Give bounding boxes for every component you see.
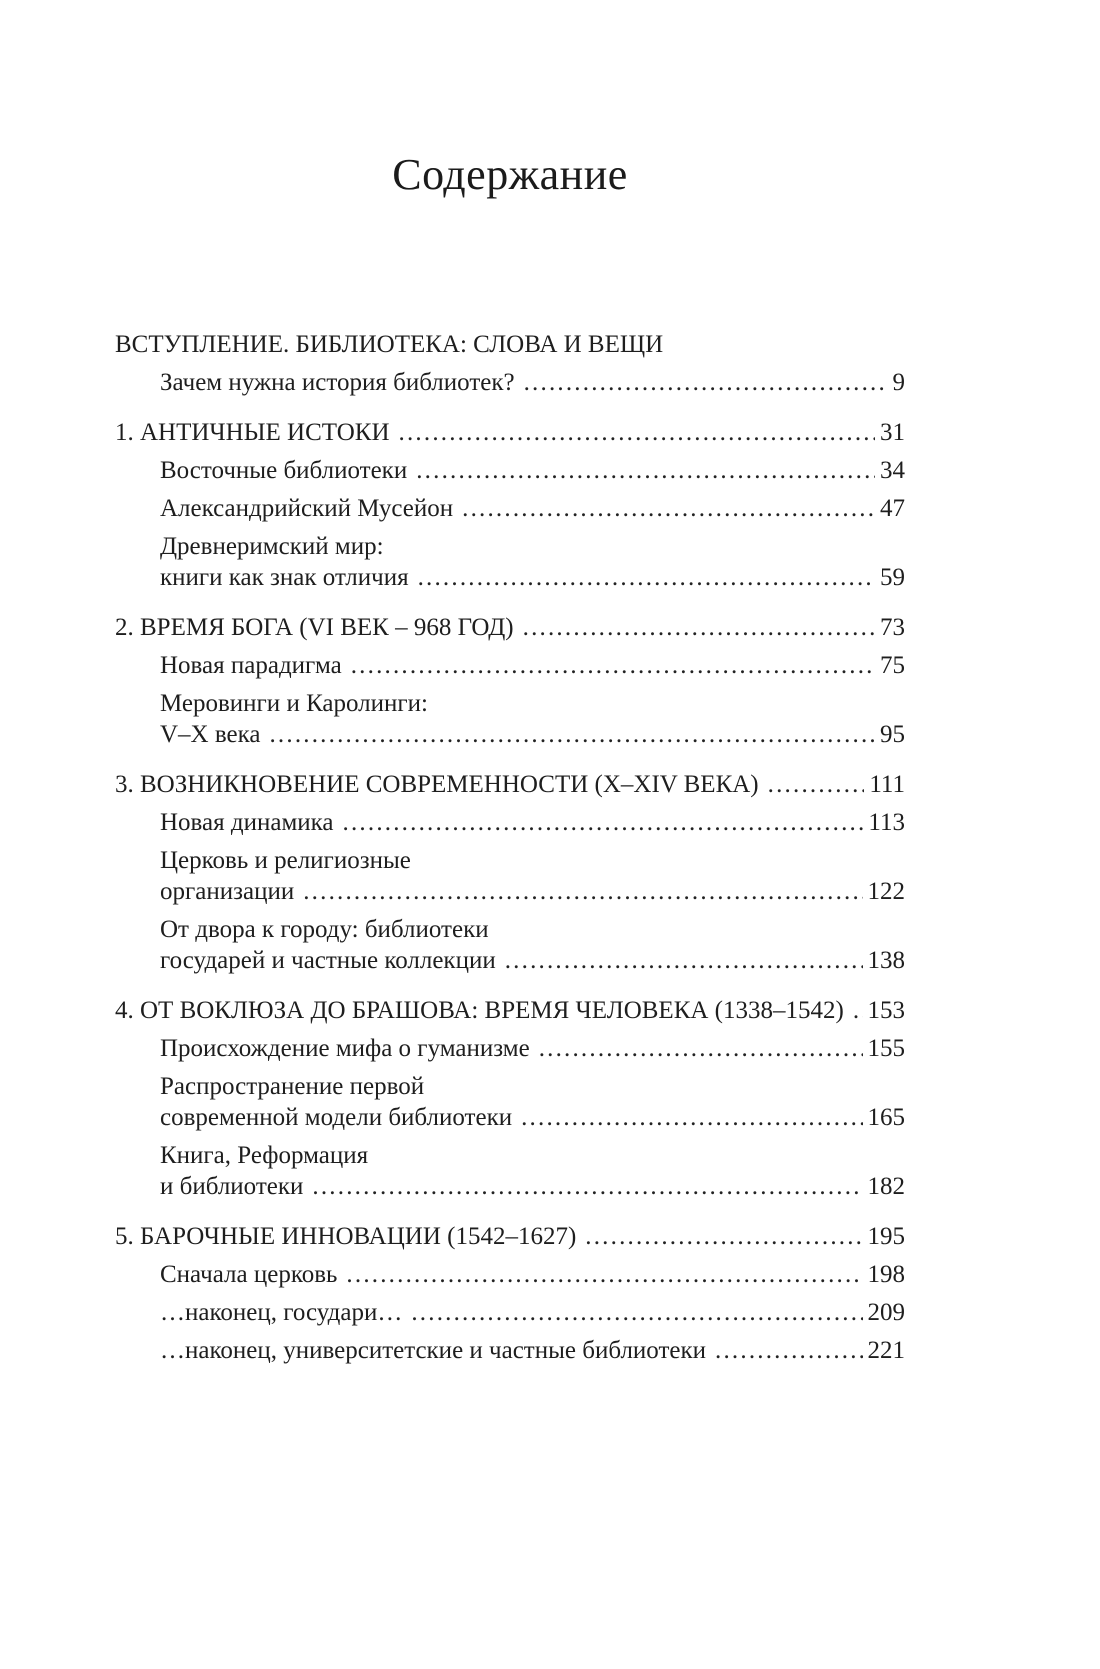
page-title: Содержание bbox=[392, 150, 628, 199]
dot-leader bbox=[539, 1033, 863, 1064]
toc-entry-line bbox=[160, 945, 905, 976]
page-number: 155 bbox=[867, 1034, 905, 1062]
toc-entry bbox=[115, 1140, 905, 1202]
dot-leader bbox=[524, 367, 888, 398]
dot-leader bbox=[768, 769, 865, 800]
toc-entry-line bbox=[115, 612, 905, 643]
toc-entry-line bbox=[160, 650, 905, 681]
toc-entry-label: От двора к городу: библиотеки bbox=[160, 915, 489, 943]
toc-entry-line bbox=[160, 1297, 905, 1328]
dot-leader bbox=[416, 455, 875, 486]
toc-group bbox=[115, 1221, 905, 1366]
dot-leader bbox=[585, 1221, 862, 1252]
page-number: 209 bbox=[867, 1298, 905, 1326]
page-number: 138 bbox=[867, 946, 905, 974]
dot-leader bbox=[399, 417, 875, 448]
toc-entry-line bbox=[115, 329, 905, 360]
toc-entry-label: Церковь и религиозные bbox=[160, 846, 411, 874]
toc-entry bbox=[115, 1297, 905, 1328]
toc-entry bbox=[115, 914, 905, 976]
dot-leader bbox=[351, 650, 875, 681]
toc-entry-line bbox=[115, 769, 905, 800]
toc-entry-label: Древнеримский мир: bbox=[160, 532, 384, 560]
dot-leader bbox=[521, 1102, 862, 1133]
dot-leader bbox=[411, 1297, 862, 1328]
toc-entry-line bbox=[160, 688, 905, 719]
dot-leader bbox=[269, 719, 875, 750]
toc bbox=[115, 329, 905, 1366]
page-number: 198 bbox=[867, 1260, 905, 1288]
toc-entry-label: …наконец, университетские и частные библиотеки bbox=[160, 1336, 707, 1364]
toc-entry-label: ВСТУПЛЕНИЕ. БИБЛИОТЕКА: СЛОВА И ВЕЩИ bbox=[115, 330, 664, 358]
toc-entry bbox=[115, 769, 905, 800]
toc-entry-line bbox=[160, 531, 905, 562]
page-number: 122 bbox=[867, 877, 905, 905]
toc-entry-line bbox=[160, 845, 905, 876]
toc-entry bbox=[115, 493, 905, 524]
toc-entry-label: организации bbox=[160, 877, 295, 905]
toc-entry-line bbox=[160, 367, 905, 398]
toc-group bbox=[115, 769, 905, 976]
toc-entry bbox=[115, 1033, 905, 1064]
toc-entry bbox=[115, 650, 905, 681]
toc-entry bbox=[115, 367, 905, 398]
page-number: 221 bbox=[867, 1336, 905, 1364]
toc-entry-line bbox=[160, 455, 905, 486]
toc-entry bbox=[115, 417, 905, 448]
toc-entry-line bbox=[160, 1171, 905, 1202]
page-number: 9 bbox=[892, 368, 905, 396]
dot-leader bbox=[853, 995, 863, 1026]
toc-entry bbox=[115, 1071, 905, 1133]
toc-entry-line bbox=[160, 914, 905, 945]
dot-leader bbox=[343, 807, 864, 838]
page-number: 111 bbox=[869, 770, 905, 798]
dot-leader bbox=[715, 1335, 862, 1366]
page-number: 34 bbox=[880, 456, 905, 484]
toc-entry-label: 3. ВОЗНИКНОВЕНИЕ СОВРЕМЕННОСТИ (X–XIV ВЕКА) bbox=[115, 770, 759, 798]
toc-entry-line bbox=[160, 876, 905, 907]
toc-entry-line bbox=[160, 719, 905, 750]
toc-entry bbox=[115, 807, 905, 838]
toc-entry-line bbox=[160, 807, 905, 838]
toc-entry bbox=[115, 1221, 905, 1252]
toc-group bbox=[115, 995, 905, 1202]
toc-entry bbox=[115, 531, 905, 593]
toc-entry-line bbox=[160, 1033, 905, 1064]
toc-entry-label: Происхождение мифа о гуманизме bbox=[160, 1034, 530, 1062]
toc-entry-label: книги как знак отличия bbox=[160, 563, 409, 591]
page-number: 59 bbox=[880, 563, 905, 591]
page-number: 113 bbox=[868, 808, 905, 836]
toc-entry-label: Книга, Реформация bbox=[160, 1141, 369, 1169]
page-number: 95 bbox=[880, 720, 905, 748]
toc-entry-label: и библиотеки bbox=[160, 1172, 304, 1200]
toc-entry bbox=[115, 1335, 905, 1366]
toc-entry-label: Новая парадигма bbox=[160, 651, 342, 679]
toc-entry bbox=[115, 995, 905, 1026]
page-number: 153 bbox=[867, 996, 905, 1024]
toc-group bbox=[115, 612, 905, 750]
dot-leader bbox=[312, 1171, 862, 1202]
dot-leader bbox=[505, 945, 863, 976]
toc-entry-label: 5. БАРОЧНЫЕ ИННОВАЦИИ (1542–1627) bbox=[115, 1222, 577, 1250]
toc-entry bbox=[115, 455, 905, 486]
toc-entry bbox=[115, 329, 905, 360]
page-number: 47 bbox=[880, 494, 905, 522]
page-number: 31 bbox=[880, 418, 905, 446]
page-number: 75 bbox=[880, 651, 905, 679]
toc-entry-line bbox=[160, 1140, 905, 1171]
toc-entry-label: Сначала церковь bbox=[160, 1260, 338, 1288]
toc-entry-label: современной модели библиотеки bbox=[160, 1103, 513, 1131]
toc-entry-label: Новая динамика bbox=[160, 808, 334, 836]
page-number: 73 bbox=[880, 613, 905, 641]
dot-leader bbox=[346, 1259, 862, 1290]
dot-leader bbox=[303, 876, 862, 907]
dot-leader bbox=[523, 612, 875, 643]
toc-entry bbox=[115, 1259, 905, 1290]
toc-entry-label: Зачем нужна история библиотек? bbox=[160, 368, 515, 396]
toc-entry-label: Распространение первой bbox=[160, 1072, 425, 1100]
toc-entry-line bbox=[160, 493, 905, 524]
toc-entry-label: V–X века bbox=[160, 720, 261, 748]
toc-entry-line bbox=[160, 1071, 905, 1102]
toc-group bbox=[115, 417, 905, 593]
toc-entry-label: 2. ВРЕМЯ БОГА (VI ВЕК – 968 ГОД) bbox=[115, 613, 514, 641]
toc-entry-label: Александрийский Мусейон bbox=[160, 494, 454, 522]
toc-entry-line bbox=[160, 1259, 905, 1290]
toc-entry-line bbox=[160, 562, 905, 593]
dot-leader bbox=[418, 562, 875, 593]
toc-entry-label: государей и частные коллекции bbox=[160, 946, 496, 974]
toc-entry-label: 1. АНТИЧНЫЕ ИСТОКИ bbox=[115, 418, 390, 446]
toc-entry-line bbox=[160, 1102, 905, 1133]
page-number: 182 bbox=[867, 1172, 905, 1200]
toc-entry-label: 4. ОТ ВОКЛЮЗА ДО БРАШОВА: ВРЕМЯ ЧЕЛОВЕКА (1338–1542) bbox=[115, 996, 844, 1024]
page-number: 195 bbox=[867, 1222, 905, 1250]
dot-leader bbox=[462, 493, 875, 524]
toc-entry-line bbox=[115, 995, 905, 1026]
toc-entry-label: Меровинги и Каролинги: bbox=[160, 689, 428, 717]
toc-entry bbox=[115, 688, 905, 750]
toc-entry-line bbox=[115, 1221, 905, 1252]
toc-entry-line bbox=[115, 417, 905, 448]
toc-group bbox=[115, 329, 905, 398]
toc-entry-label: Восточные библиотеки bbox=[160, 456, 408, 484]
toc-entry-label: …наконец, государи… bbox=[160, 1298, 403, 1326]
page-number: 165 bbox=[867, 1103, 905, 1131]
toc-entry-line bbox=[160, 1335, 905, 1366]
toc-entry bbox=[115, 845, 905, 907]
toc-entry bbox=[115, 612, 905, 643]
